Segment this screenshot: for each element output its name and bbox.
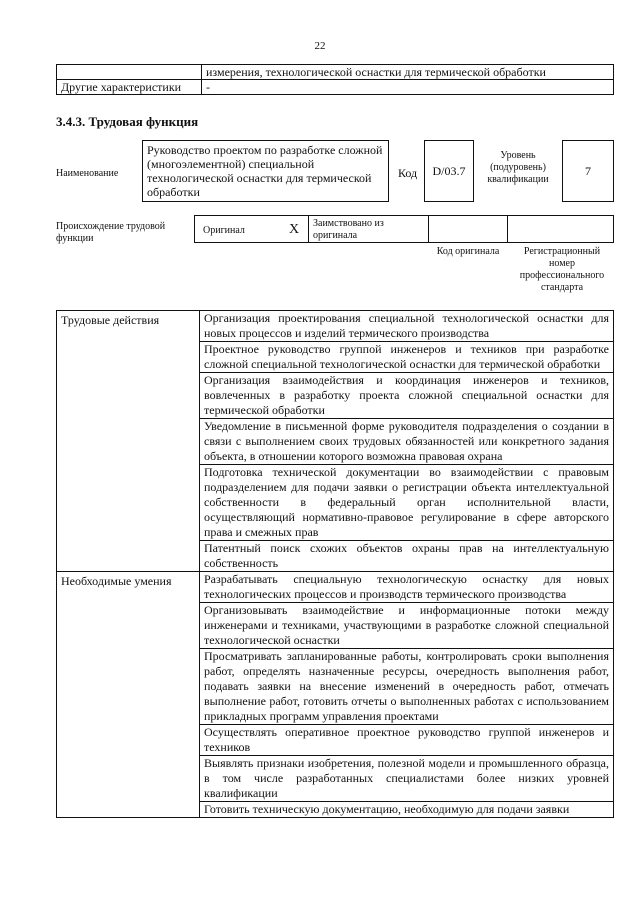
other-characteristics-label: Другие характеристики xyxy=(57,80,202,95)
labor-action: Подготовка технической документации во взаимодействии с правовым подразделением для подачи заявки о регистрации объекта интеллектуальной собственности в федеральный орган исполнительной власти, осуществляющий нормативно-правовое регулирование в сфере авторского права и смежных прав xyxy=(200,465,614,541)
section-title: 3.4.3. Трудовая функция xyxy=(56,114,199,129)
name-label: Наименование xyxy=(56,168,119,179)
labor-action: Патентный поиск схожих объектов охраны прав на интеллектуальную собственность xyxy=(200,541,614,572)
required-skill: Выявлять признаки изобретения, полезной модели и промышленного образца, в том числе разработанных специалистами более низких уровней квалификации xyxy=(200,756,614,802)
original-cell xyxy=(194,215,309,243)
function-table xyxy=(56,310,614,818)
function-name-box: Руководство проектом по разработке сложной (многоэлементной) специальной технологической оснастки для термической обработки xyxy=(142,140,389,202)
code-original-label: Код оригинала xyxy=(436,246,500,257)
page-number: 22 xyxy=(314,40,326,52)
labor-action: Организация взаимодействия и координация инженеров и техников, вовлеченных в разработку проекта сложной специальной оснастки для термической обработки xyxy=(200,373,614,419)
continuation-text-cell: измерения, технологической оснастки для термической обработки xyxy=(202,65,614,80)
borrowed-cell xyxy=(308,215,429,243)
code-label: Код xyxy=(398,166,418,180)
original-label: Оригинал xyxy=(203,225,245,236)
required-skills-label: Необходимые умения xyxy=(57,572,200,818)
borrowed-label: Заимствовано из оригинала xyxy=(313,218,384,241)
labor-action: Организация проектирования специальной технологической оснастки для новых процессов и изделий термического производства xyxy=(200,311,614,342)
code-value-box: D/03.7 xyxy=(424,140,474,202)
labor-action: Уведомление в письменной форме руководителя подразделения о создании в связи с выполнением своих трудовых обязанностей или конкретного задания объекта, в отношении которого возможна правовая охрана xyxy=(200,419,614,465)
labor-actions-label: Трудовые действия xyxy=(57,311,200,572)
code-original-cell xyxy=(428,215,508,243)
reg-number-label: Регистрационный номер профессионального стандарта xyxy=(519,246,605,293)
continuation-empty-cell xyxy=(57,65,202,80)
required-skill: Просматривать запланированные работы, контролировать сроки выполнения работ, определять назначенные ресурсы, очередность выполнения работ, подавать заявки на внесение изменений в очередность работ, отмечать выполнение работ, готовить отчеты о выполненных работах с использованием прикладных программ управления проектами xyxy=(200,649,614,725)
continuation-table xyxy=(56,64,614,95)
required-skill: Осуществлять оперативное проектное руководство группой инженеров и техников xyxy=(200,725,614,756)
origin-label: Происхождение трудовой функции xyxy=(56,221,166,244)
required-skill: Разрабатывать специальную технологическую оснастку для новых технологических процессов и производств термического производства xyxy=(200,572,614,603)
level-label: Уровень (подуровень) квалификации xyxy=(487,150,549,185)
other-characteristics-value: - xyxy=(202,80,614,95)
reg-number-cell xyxy=(507,215,614,243)
level-value-box: 7 xyxy=(562,140,614,202)
labor-action: Проектное руководство группой инженеров и техников при разработке сложной специальной технологической оснастки для термической обработки xyxy=(200,342,614,373)
required-skill: Организовывать взаимодействие и информационные потоки между инженерами и техниками, участвующими в разработке сложной специальной технологической оснастки xyxy=(200,603,614,649)
required-skill: Готовить техническую документацию, необходимую для подачи заявки xyxy=(200,802,614,818)
origin-row xyxy=(194,215,614,243)
original-mark: X xyxy=(289,222,300,237)
